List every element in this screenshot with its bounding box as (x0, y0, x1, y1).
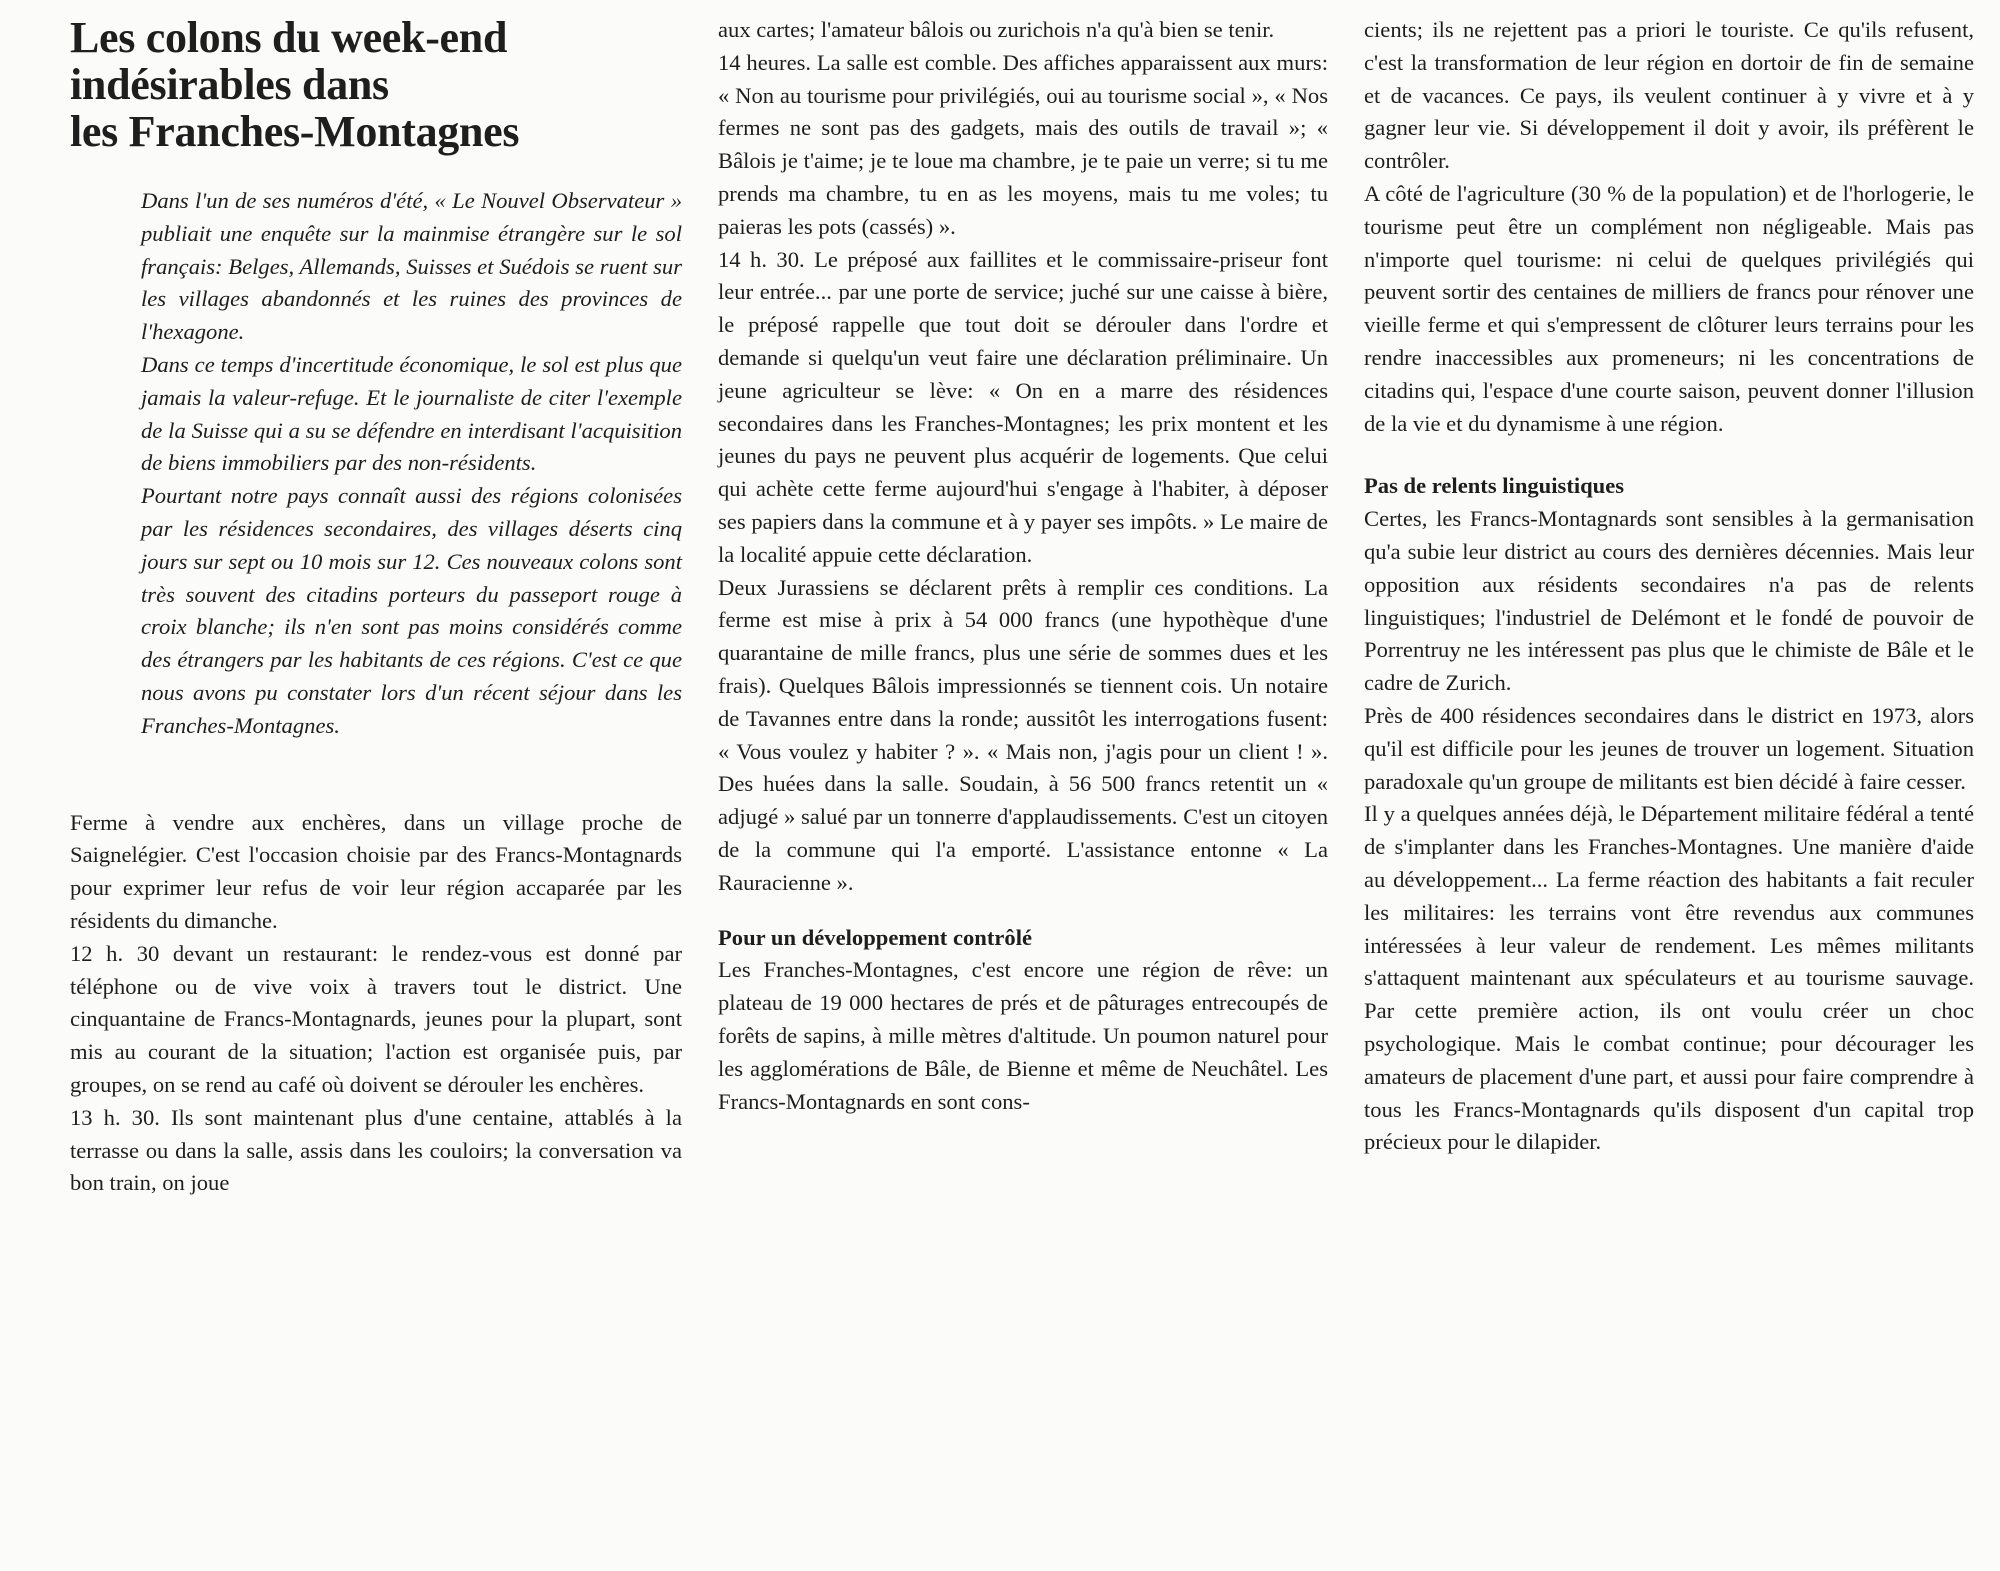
chapeau-paragraph: Dans ce temps d'incertitude économique, le sol est plus que jamais la valeur-refuge. Et le journaliste de citer l'exemple de la Suisse qui a su se défendre en interdisant l'acquisition de biens immobiliers par des non-résidents. (141, 351, 682, 476)
column-2 (718, 14, 1328, 1118)
subheading-relents: Pas de relents linguistiques (1364, 473, 1625, 499)
chapeau-paragraph: Dans l'un de ses numéros d'été, « Le Nouvel Observateur » publiait une enquête sur la mainmise étrangère sur le sol français: Belges, Allemands, Suisses et Suédois se ruent sur les villages abandonnés et les ruines des provinces de l'hexagone. (141, 188, 682, 345)
body-paragraph: 13 h. 30. Ils sont maintenant plus d'une centaine, attablés à la terrasse ou dans la salle, assis dans les couloirs; la conversation va bon train, on joue (70, 1104, 682, 1196)
headline-line: indésirables dans (70, 60, 389, 109)
body-paragraph: 14 h. 30. Le préposé aux faillites et le commissaire-priseur font leur entrée... par une porte de service; juché sur une caisse à bière, le préposé rappelle que tout doit se dérouler dans l'ordre et demande si quelqu'un veut faire une déclaration préliminaire. Un jeune agriculteur se lève: « On en a marre des résidences secondaires dans les Franches-Montagnes; les prix montent et les jeunes du pays ne peuvent plus acquérir de logements. Que celui qui achète cette ferme aujourd'hui s'engage à l'habiter, à déposer ses papiers dans la commune et à y payer ses impôts. » Le maire de la localité appuie cette déclaration. (718, 246, 1328, 567)
body-paragraph: Ferme à vendre aux enchères, dans un village proche de Saignelégier. C'est l'occasion choisie par des Francs-Montagnards pour exprimer leur refus de voir leur région accaparée par les résidents du dimanche. (70, 809, 682, 933)
column-3 (1364, 14, 1974, 1159)
headline-line: les Franches-Montagnes (70, 107, 520, 156)
headline-line: Les colons du week-end (70, 13, 508, 62)
body-paragraph: 14 heures. La salle est comble. Des affiches apparaissent aux murs: « Non au tourisme pour privilégiés, oui au tourisme social », « Nos fermes ne sont pas des gadgets, mais des outils de travail »; « Bâlois je t'aime; je te loue ma chambre, je te paie un verre; si tu me prends ma chambre, tu en as les moyens, mais tu me voles; tu paieras les pots (cassés) ». (718, 49, 1328, 239)
column-1 (70, 14, 682, 1200)
body-paragraph: Il y a quelques années déjà, le Département militaire fédéral a tenté de s'implanter dans les Franches-Montagnes. Une manière d'aide au développement... La ferme réaction des habitants a fait reculer les militaires: les terrains vont être revendus aux communes intéressées à leur valeur de rendement. Les mêmes militants s'attaquent maintenant aux spéculateurs et au tourisme sauvage. Par cette première action, ils ont voulu créer un choc psychologique. Mais le combat continue; pour décourager les amateurs de placement d'une part, et aussi pour faire comprendre à tous les Francs-Montagnards qu'ils disposent d'un capital trop précieux pour le dilapider. (1364, 801, 1974, 1155)
column-1-body (70, 807, 682, 1201)
headline (70, 14, 682, 155)
body-paragraph: Les Franches-Montagnes, c'est encore une région de rêve: un plateau de 19 000 hectares de prés et de pâturages entrecoupés de forêts de sapins, à mille mètres d'altitude. Un poumon naturel pour les agglomérations de Bâle, de Bienne et même de Neuchâtel. Les Francs-Montagnards en sont cons- (718, 957, 1328, 1114)
chapeau (141, 185, 682, 743)
chapeau-paragraph: Pourtant notre pays connaît aussi des régions colonisées par les résidences secondaires, des villages déserts cinq jours sur sept ou 10 mois sur 12. Ces nouveaux colons sont très souvent des citadins porteurs du passeport rouge à croix blanche; ils n'en sont pas moins considérés comme des étrangers par les habitants de ces régions. C'est ce que nous avons pu constater lors d'un récent séjour dans les Franches-Montagnes. (141, 483, 682, 738)
body-paragraph: Deux Jurassiens se déclarent prêts à remplir ces conditions. La ferme est mise à prix à 54 000 francs (une hypothèque d'une quarantaine de mille francs, plus une série de sommes dues et les frais). Quelques Bâlois impressionnés se tiennent cois. Un notaire de Tavannes entre dans la ronde; aussitôt les interrogations fusent: « Vous voulez y habiter ? ». « Mais non, j'agis pour un client ! ». Des huées dans la salle. Soudain, à 56 500 francs retentit un « adjugé » salué par un tonnerre d'applaudissements. C'est un citoyen de la commune qui l'a emporté. L'assistance entonne « La Rauracienne ». (718, 574, 1328, 895)
body-paragraph: aux cartes; l'amateur bâlois ou zurichois n'a qu'à bien se tenir. (718, 17, 1275, 42)
body-paragraph: Certes, les Francs-Montagnards sont sensibles à la germanisation qu'a subie leur district au cours des dernières décennies. Mais leur opposition aux résidents secondaires n'a pas de relents linguistiques; l'industriel de Delémont et le fondé de pouvoir de Porrentruy ne les intéressent pas plus que le chimiste de Bâle et le cadre de Zurich. (1364, 506, 1974, 696)
body-paragraph: cients; ils ne rejettent pas a priori le touriste. Ce qu'ils refusent, c'est la transformation de leur région en dortoir de fin de semaine et de vacances. Ce pays, ils veulent continuer à y vivre et à y gagner leur vie. Si développement il doit y avoir, ils préfèrent le contrôler. (1364, 17, 1974, 174)
body-paragraph: Près de 400 résidences secondaires dans le district en 1973, alors qu'il est difficile pour les jeunes de trouver un logement. Situation paradoxale qu'un groupe de militants est bien décidé à faire cesser. (1364, 702, 1974, 794)
body-paragraph: A côté de l'agriculture (30 % de la population) et de l'horlogerie, le tourisme peut être un complément non négligeable. Mais pas n'importe quel tourisme: ni celui de quelques privilégiés qui peuvent sortir des centaines de milliers de francs pour rénover une vieille ferme et qui s'empressent de clôturer leurs terrains pour les rendre inaccessibles aux promeneurs; ni les concentrations de citadins qui, l'espace d'une courte saison, peuvent donner l'illusion de la vie et du dynamisme à une région. (1364, 180, 1974, 436)
body-paragraph: 12 h. 30 devant un restaurant: le rendez-vous est donné par téléphone ou de vive voix à travers tout le district. Une cinquantaine de Francs-Montagnards, jeunes pour la plupart, sont mis au courant de la situation; l'action est organisée puis, par groupes, on se rend au café où doivent se dérouler les enchères. (70, 940, 682, 1097)
subheading-developpement: Pour un développement contrôlé (718, 924, 1032, 950)
